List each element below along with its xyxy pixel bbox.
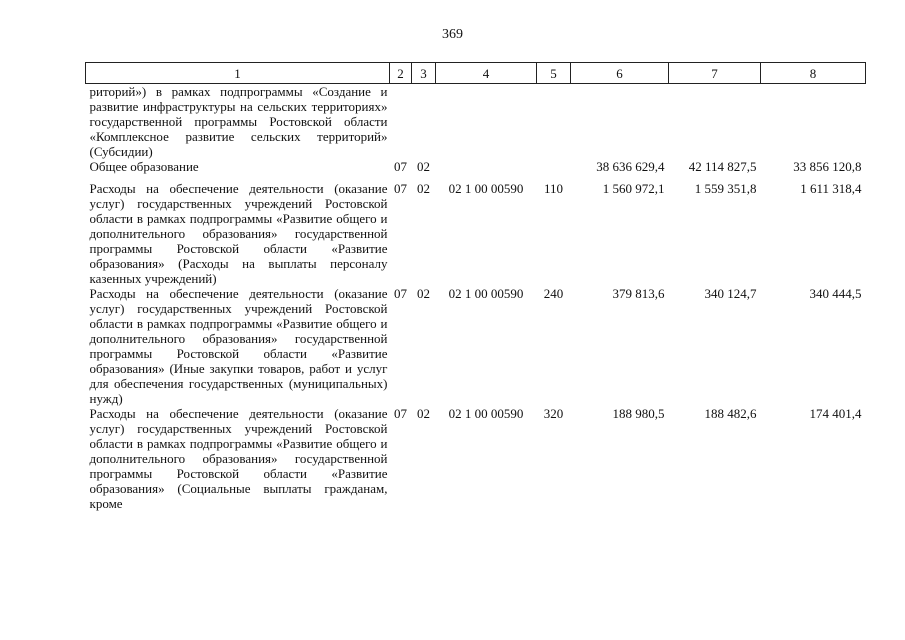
row-amount-col8 [761,84,866,160]
column-header-3: 3 [412,63,436,84]
row-amount-col8: 340 444,5 [809,286,862,301]
row-target-article: 02 1 00 00590 [448,286,524,301]
column-header-1: 1 [86,63,390,84]
row-target-article: 02 1 00 00590 [448,181,524,196]
row-target-article [436,159,537,181]
table-row [86,159,866,181]
row-amount-col8: 33 856 120,8 [793,159,862,174]
column-header-2: 2 [390,63,412,84]
column-header-8: 8 [761,63,866,84]
row-amount-col6: 379 813,6 [612,286,665,301]
row-amount-col7: 42 114 827,5 [688,159,757,174]
row-subsection: 02 [417,286,430,301]
table-row [86,286,866,406]
row-amount-col6: 38 636 629,4 [596,159,665,174]
row-description: риторий») в рамках подпрограммы «Создание и развитие инфраструктуры на сельских территориях» государственной программы Ростовской области «Комплексное развитие сельских территорий» (Субсидии) [89,84,388,159]
row-section: 07 [394,181,407,196]
row-amount-col7 [669,84,761,160]
table-row [86,406,866,511]
table-row [86,181,866,286]
page-number: 369 [442,27,463,42]
row-subsection: 02 [417,181,430,196]
column-header-6: 6 [571,63,669,84]
row-amount-col6: 1 560 972,1 [602,181,665,196]
row-subsection: 02 [417,159,430,174]
column-header-7: 7 [669,63,761,84]
row-amount-col8: 174 401,4 [809,406,862,421]
row-expense-type [537,84,571,160]
row-description: Расходы на обеспечение деятельности (оказание услуг) государственных учреждений Ростовской области в рамках подпрограммы «Развитие общего и дополнительного образования» государственной программы Ростовской области «Развитие образования» (Иные закупки товаров, работ и услуг для обеспечения государственных (муниципальных) нужд) [89,286,388,406]
row-subsection [412,84,436,160]
row-section: 07 [394,286,407,301]
column-header-4: 4 [436,63,537,84]
budget-table [85,62,866,511]
column-number-header-row [86,63,866,84]
row-description: Расходы на обеспечение деятельности (оказание услуг) государственных учреждений Ростовской области в рамках подпрограммы «Развитие общего и дополнительного образования» государственной программы Ростовской области «Развитие образования» (Социальные выплаты гражданам, кроме [89,406,388,511]
row-expense-type: 240 [543,286,564,301]
row-target-article [436,84,537,160]
column-header-5: 5 [537,63,571,84]
row-expense-type [537,159,571,181]
row-section [390,84,412,160]
row-amount-col7: 340 124,7 [704,286,757,301]
row-section: 07 [394,159,407,174]
row-amount-col7: 188 482,6 [704,406,757,421]
row-expense-type: 110 [543,181,564,196]
row-description: Общее образование [89,159,199,174]
row-amount-col7: 1 559 351,8 [694,181,757,196]
row-subsection: 02 [417,406,430,421]
row-amount-col6: 188 980,5 [612,406,665,421]
row-section: 07 [394,406,407,421]
row-amount-col6 [571,84,669,160]
row-amount-col8: 1 611 318,4 [800,181,862,196]
row-target-article: 02 1 00 00590 [448,406,524,421]
row-description: Расходы на обеспечение деятельности (оказание услуг) государственных учреждений Ростовской области в рамках подпрограммы «Развитие общего и дополнительного образования» государственной программы Ростовской области «Развитие образования» (Расходы на выплаты персоналу казенных учреждений) [89,181,388,286]
row-expense-type: 320 [543,406,564,421]
table-row [86,84,866,160]
